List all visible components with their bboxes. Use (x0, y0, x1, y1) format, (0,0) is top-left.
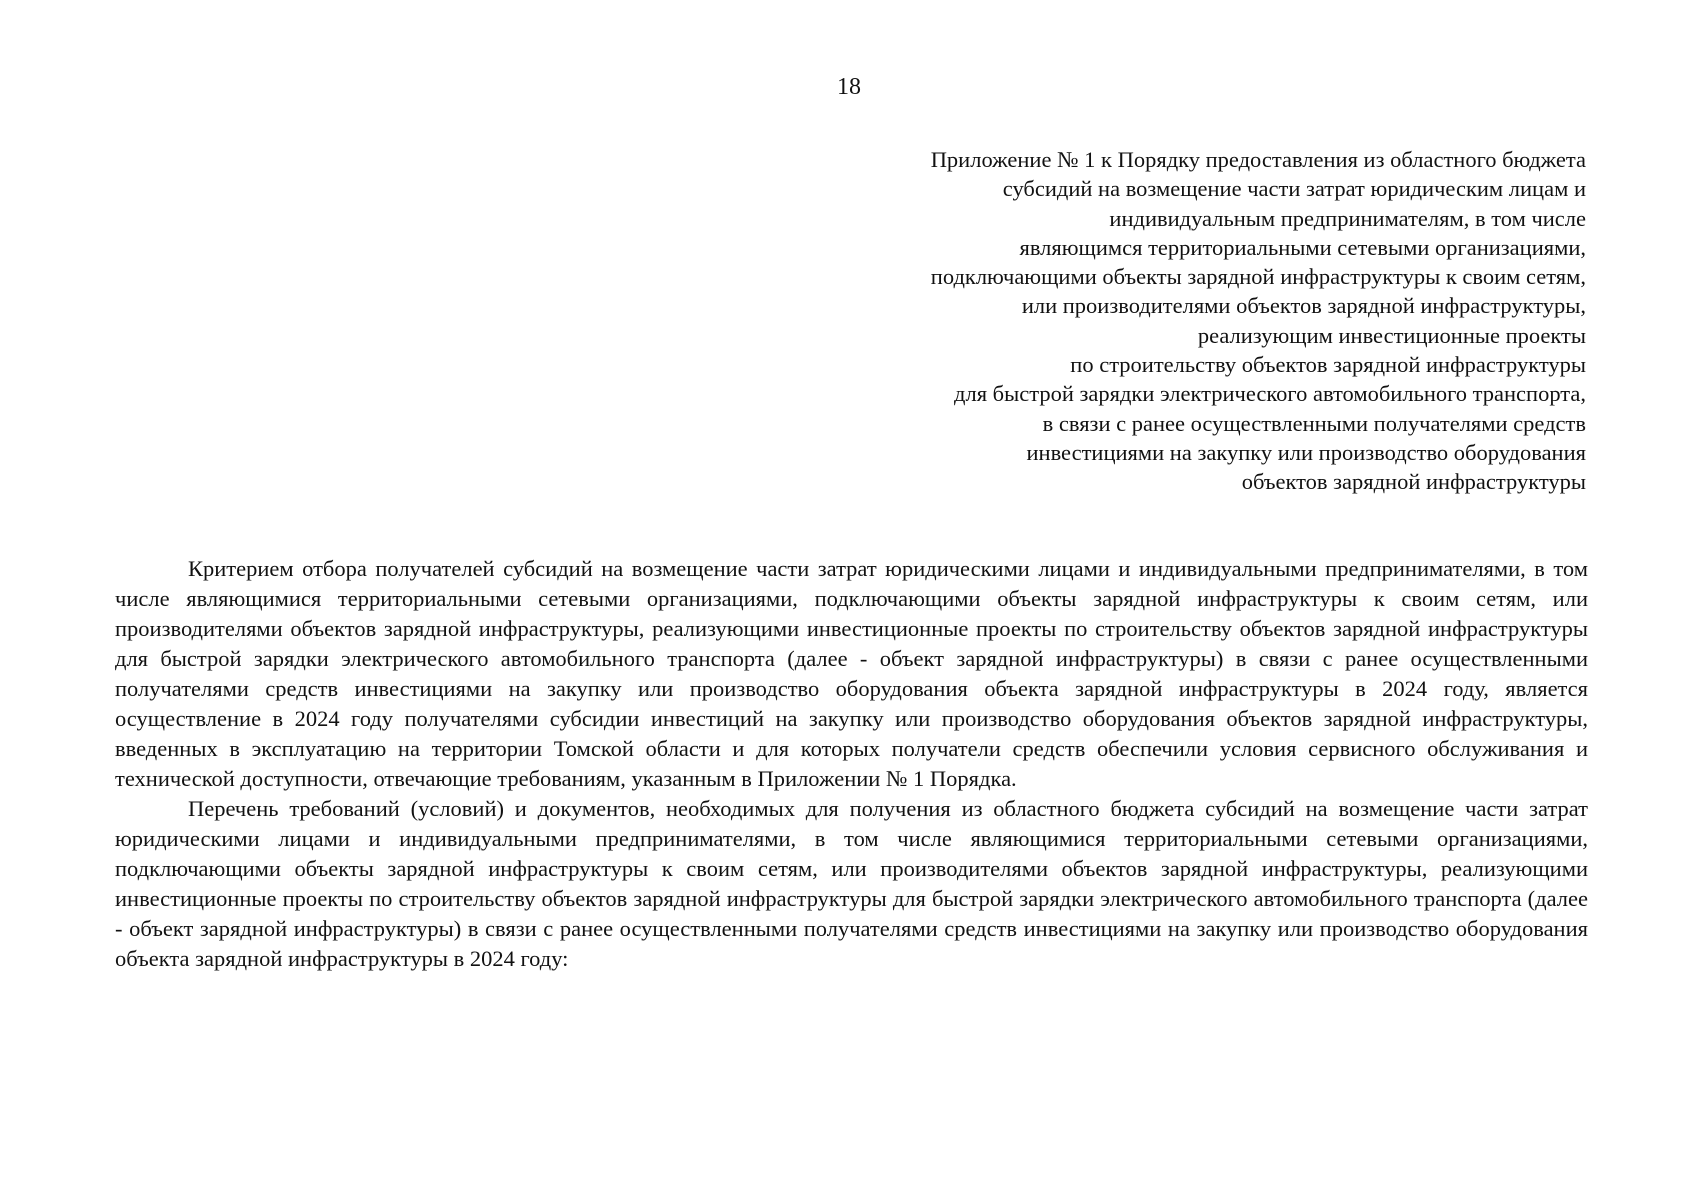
appendix-line: объектов зарядной инфраструктуры (1241, 469, 1586, 495)
appendix-header (766, 145, 1586, 497)
page-number: 18 (837, 74, 861, 100)
document-body (115, 554, 1588, 974)
appendix-line: являющимся территориальными сетевыми организациями, (1019, 234, 1586, 260)
appendix-line: в связи с ранее осуществленными получателями средств (1042, 410, 1586, 436)
appendix-line: или производителями объектов зарядной инфраструктуры, (1021, 293, 1586, 319)
body-paragraph-requirements-list: Перечень требований (условий) и документов, необходимых для получения из областного бюджета субсидий на возмещение части затрат юридическими лицами и индивидуальными предпринимателями, в том числе являющимися территориальными сетевыми организациями, подключающими объекты зарядной инфраструктуры к своим сетям, или производителями объектов зарядной инфраструктуры, реализующими инвестиционные проекты по строительству объектов зарядной инфраструктуры для быстрой зарядки электрического автомобильного транспорта (далее - объект зарядной инфраструктуры) в связи с ранее осуществленными получателями средств инвестициями на закупку или производство оборудования объекта зарядной инфраструктуры в 2024 году: (115, 796, 1588, 971)
appendix-line: инвестициями на закупку или производство оборудования (1026, 439, 1586, 465)
appendix-line: по строительству объектов зарядной инфраструктуры (1070, 352, 1586, 378)
appendix-line: индивидуальным предпринимателям, в том числе (1109, 205, 1586, 231)
appendix-line: субсидий на возмещение части затрат юридическим лицам и (1002, 176, 1586, 202)
appendix-line: подключающими объекты зарядной инфраструктуры к своим сетям, (930, 264, 1586, 290)
appendix-line: Приложение № 1 к Порядку предоставления из областного бюджета (930, 147, 1586, 172)
body-paragraph-selection-criterion: Критерием отбора получателей субсидий на возмещение части затрат юридическими лицами и индивидуальными предпринимателями, в том числе являющимися территориальными сетевыми организациями, подключающими объекты зарядной инфраструктуры к своим сетям, или производителями объектов зарядной инфраструктуры, реализующими инвестиционные проекты по строительству объектов зарядной инфраструктуры для быстрой зарядки электрического автомобильного транспорта (далее - объект зарядной инфраструктуры) в связи с ранее осуществленными получателями средств инвестициями на закупку или производство оборудования объекта зарядной инфраструктуры в 2024 году, является осуществление в 2024 году получателями субсидии инвестиций на закупку или производство оборудования объектов зарядной инфраструктуры, введенных в эксплуатацию на территории Томской области и для которых получатели средств обеспечили условия сервисного обслуживания и технической доступности, отвечающие требованиям, указанным в Приложении № 1 Порядка. (115, 556, 1588, 791)
appendix-line: для быстрой зарядки электрического автомобильного транспорта, (954, 381, 1586, 407)
appendix-line: реализующим инвестиционные проекты (1197, 322, 1586, 348)
